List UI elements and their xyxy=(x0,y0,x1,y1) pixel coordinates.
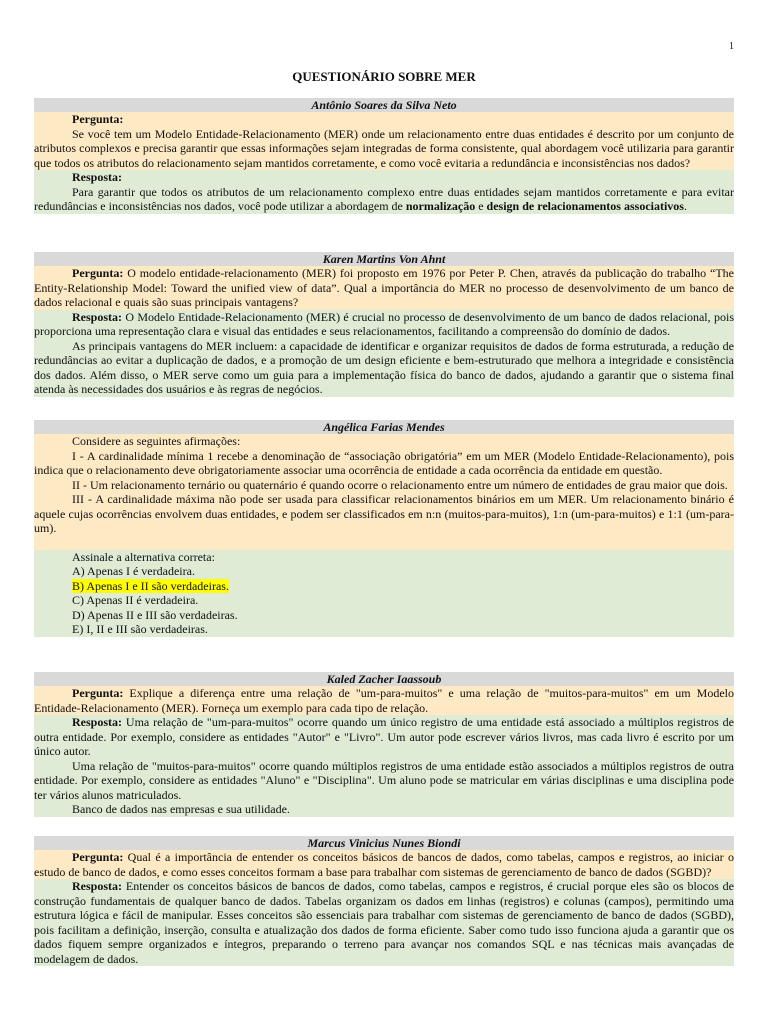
statements-block xyxy=(34,434,734,550)
section-author: Kaled Zacher Iaassoub xyxy=(34,672,734,686)
answer-text-3: Banco de dados nas empresas e sua utilidade. xyxy=(72,802,290,816)
section-author: Marcus Vinicius Nunes Biondi xyxy=(34,836,734,850)
question-block xyxy=(34,112,734,170)
section-author: Antônio Soares da Silva Neto xyxy=(34,98,734,112)
question-label: Pergunta: xyxy=(72,112,124,126)
option-c: C) Apenas II é verdadeira. xyxy=(72,593,199,607)
section-1 xyxy=(34,98,734,214)
section-author: Karen Martins Von Ahnt xyxy=(34,252,734,266)
answer-block xyxy=(34,310,734,397)
answer-text-2: As principais vantagens do MER incluem: a capacidade de identificar e organizar requisitos de dados de forma estruturada, a redução de redundâncias ao evitar a duplicação de dados, e a promoção de um design eficiente e bem-estruturado que melhora a integridade e consistência dos dados. Além disso, o MER serve como um guia para a implementação física do banco de dados, ajudando a garantir que o sistema final atenda às necessidades dos usuários e às regras de negócios. xyxy=(34,338,734,396)
section-3 xyxy=(34,420,734,637)
question-text: Qual é a importância de entender os conceitos básicos de bancos de dados, como tabelas, campos e registros, ao iniciar o estudo de banco de dados, e como esses conceitos formam a base para trabalhar com sistemas de gerenciamento de banco de dados (SGBD)? xyxy=(34,850,734,879)
option-e: E) I, II e III são verdadeiras. xyxy=(72,622,208,636)
answer-block xyxy=(34,170,734,214)
page-number: 1 xyxy=(729,41,734,52)
question-label: Pergunta: xyxy=(72,266,124,280)
answer-text: Entender os conceitos básicos de bancos de dados, como tabelas, campos e registros, é crucial porque eles são os blocos de construção fundamentais de qualquer banco de dados. Tabelas organizam os dados em linhas (registros) e colunas (campos), permitindo uma estrutura lógica e fácil de manipular. Esses conceitos são essenciais para trabalhar com sistemas de gerenciamento de banco de dados (SGBD), pois facilitam a definição, inserção, consulta e atualização dos dados de forma eficiente. Saber como tudo isso funciona ajuda a garantir que os dados fiquem sempre organizados e íntegros, preparando o terreno para avançar nos comandos SQL e nas técnicas mais avançadas de modelagem de dados. xyxy=(34,879,734,966)
question-label: Pergunta: xyxy=(72,850,124,864)
options-prompt: Assinale a alternativa correta: xyxy=(72,549,215,564)
section-4 xyxy=(34,672,734,817)
statement-item: III - A cardinalidade máxima não pode ser usada para classificar relacionamentos binários em um MER. Um relacionamento binário é aquele cujas ocorrências envolvem duas entidades, e podem ser classificados em n:n (muitos-para-muitos), 1:n (um-para-muitos) e 1:1 (um-para-um). xyxy=(34,492,734,535)
statement-item: I - A cardinalidade mínima 1 recebe a denominação de “associação obrigatória” em um MER (Modelo Entidade-Relacionamento), pois indica que o relacionamento deve obrigatoriamente associar uma ocorrência de entidade a cada ocorrência da entidade em questão. xyxy=(34,448,734,477)
option-a: A) Apenas I é verdadeira. xyxy=(72,564,195,578)
answer-label: Resposta: xyxy=(72,879,122,893)
section-author: Angélica Farias Mendes xyxy=(34,420,734,434)
answer-label: Resposta: xyxy=(72,170,122,184)
answer-text: O Modelo Entidade-Relacionamento (MER) é crucial no processo de desenvolvimento de um banco de dados relacional, pois proporciona uma representação clara e visual das entidades e seus relacionamentos, facilitando a compreensão do domínio de dados. xyxy=(34,309,734,338)
answer-text: Para garantir que todos os atributos de um relacionamento complexo entre duas entidades sejam mantidos corretamente e para evitar redundâncias e inconsistências nos dados, você pode utilizar a abordagem de normalização e design de relacionamentos associativos. xyxy=(34,184,734,213)
options-block xyxy=(34,550,734,637)
question-block xyxy=(34,266,734,310)
option-d: D) Apenas II e III são verdadeiras. xyxy=(72,607,238,622)
option-b-correct: B) Apenas I e II são verdadeiras. xyxy=(72,578,229,593)
answer-text: Uma relação de "um-para-muitos" ocorre quando um único registro de uma entidade está associado a múltiplos registros de outra entidade. Por exemplo, considere as entidades "Autor" e "Livro". Um autor pode escrever vários livros, mas cada livro é escrito por um único autor. xyxy=(34,715,734,758)
answer-text-2: Uma relação de "muitos-para-muitos" ocorre quando múltiplos registros de uma entidade estão associados a múltiplos registros de outra entidade. Por exemplo, considere as entidades "Aluno" e "Disciplina". Um aluno pode se matricular em várias disciplinas e uma disciplina pode ter vários alunos matriculados. xyxy=(34,758,734,802)
statements-intro: Considere as seguintes afirmações: xyxy=(72,434,241,448)
question-block xyxy=(34,850,734,879)
answer-label: Resposta: xyxy=(72,309,122,324)
document-title: QUESTIONÁRIO SOBRE MER xyxy=(292,69,476,84)
statement-item: II - Um relacionamento ternário ou quaternário é quando ocorre o relacionamento entre um número de entidades de grau maior que dois. xyxy=(72,477,728,492)
section-2 xyxy=(34,252,734,397)
answer-block xyxy=(34,715,734,817)
answer-label: Resposta: xyxy=(72,715,122,729)
section-5 xyxy=(34,836,734,966)
question-label: Pergunta: xyxy=(72,686,124,700)
question-text: Explique a diferença entre uma relação de "um-para-muitos" e uma relação de "muitos-para-muitos" em um Modelo Entidade-Relacionamento (MER). Forneça um exemplo para cada tipo de relação. xyxy=(34,686,734,715)
question-text: O modelo entidade-relacionamento (MER) foi proposto em 1976 por Peter P. Chen, através da publicação do trabalho “The Entity-Relationship Model: Toward the unified view of data”. Qual a importância do MER no processo de desenvolvimento de um banco de dados relacional e quais são suas principais vantagens? xyxy=(34,266,734,309)
question-text: Se você tem um Modelo Entidade-Relacionamento (MER) onde um relacionamento entre duas entidades é descrito por um conjunto de atributos complexos e precisa garantir que essas informações sejam integradas de forma consistente, qual abordagem você utilizaria para garantir que todos os atributos do relacionamento sejam mantidos corretamente, e como você evitaria a redundância e inconsistências nos dados? xyxy=(34,126,734,170)
question-block xyxy=(34,686,734,715)
answer-block xyxy=(34,879,734,966)
